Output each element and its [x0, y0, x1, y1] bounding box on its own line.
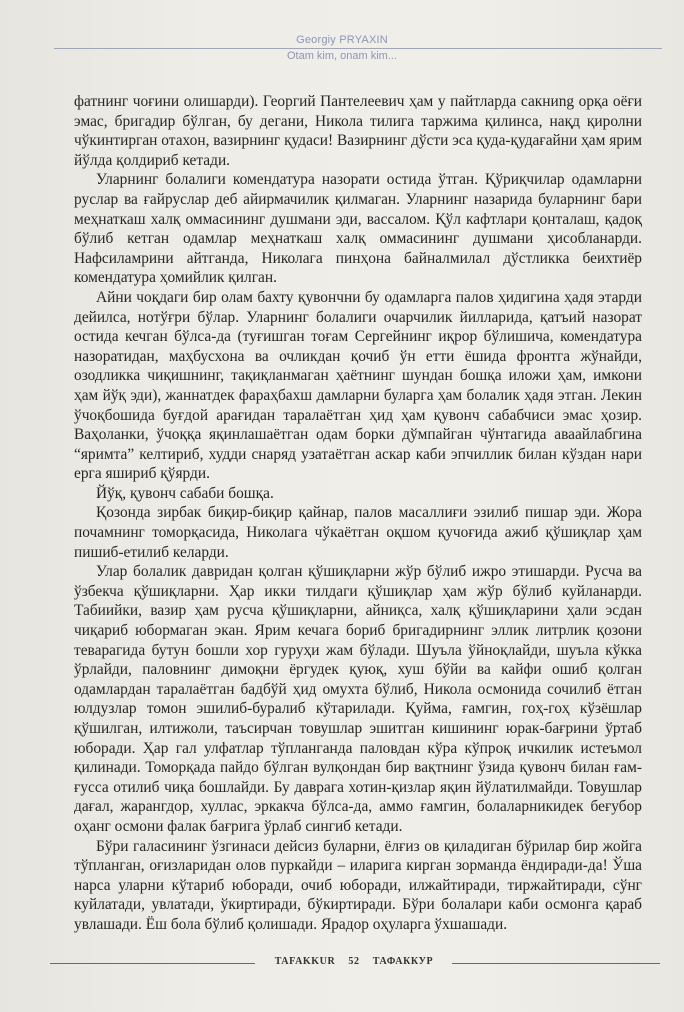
- page-number: 52: [348, 956, 360, 967]
- paragraph: Айни чоқдаги бир олам бахту қувончни бу одамларга палов ҳидигина ҳадя этарди дейилса, нотўғри бўлар. Уларнинг болалиги очарчилик йилларида, қатъий назорат остида кечган бўлса-да (туғишган тоғам Сергейнинг иқрор бўлишича, комендатура назоратидан, маҳбусхона ва очликдан қочиб ўн етти ёшида фронтга жўнайди, озодликка чиқишнинг, тақиқланмаган ҳаётнинг шундан бошқа иложи ҳам, имкони ҳам йўқ эди), жаннатдек фараҳбахш дамларни буларга ҳам болалик ҳадя этган. Лекин ўчоқбошида буғдой арағидан таралаётган ҳид ҳам қувонч сабабчиси эмас ҳозир. Ваҳоланки, ўчоққа яқинлашаётган одам борки дўмпайган чўнтагида аваайлабгина “яримта” келтириб, худди снаряд узатаётган аскар каби эпчиллик билан кўздан нари ерга яшириб қўярди.: [74, 288, 642, 483]
- running-header: [0, 34, 684, 63]
- header-rule: [54, 48, 662, 49]
- page-footer: [0, 956, 684, 970]
- paragraph: Йўқ, қувонч сабаби бошқа.: [96, 484, 274, 502]
- paragraph: Уларнинг болалиги комендатура назорати остида ўтган. Қўриқчилар одамларни руслар ва ғайруслар деб айирмачилик қилмаган. Уларнинг назарида буларнинг бари меҳнаткаш халқ оммасининг душмани эди, вассалом. Қўл кафтлари қонталаш, қадоқ бўлиб кетган одамлар меҳнаткаш халқ оммасининг душмани ҳисобланарди. Нафсиламрини айтганда, Николага пинҳона байналмилал дўстликка беихтиёр комендатура ҳомийлик қилган.: [74, 171, 642, 287]
- header-author: Georgiy PRYAXIN: [296, 34, 388, 46]
- footer-rule-right: [452, 963, 660, 964]
- paragraph: Қозонда зирбак биқир-биқир қайнар, палов масаллиғи эзилиб пишар эди. Жора почамнинг томорқасида, Николага чўкаётган оқшом қучоғида ажиб қўшиқлар ҳам пишиб-етилиб келарди.: [74, 504, 642, 561]
- paragraph: фатнинг чоғини олишарди). Георгий Пантелеевич ҳам у пайтларда сакниng орқа оёғи эмас, бригадир бўлган, бу дегани, Никола тилига таржима қилинса, нақд қиролни чўкинтирган отахон, вазирнинг қудаси! Вазирнинг дўсти эса қуда-қудағайни ҳам ярим йўлда қолдириб кетади.: [74, 93, 642, 169]
- footer-text: [262, 956, 446, 967]
- footer-journal-cyrillic: ТАФАККУР: [372, 956, 434, 967]
- body-text: [74, 92, 642, 935]
- footer-journal-latin: TAFAKKUR: [274, 956, 336, 967]
- footer-rule-left: [50, 963, 255, 964]
- paragraph: Улар болалик давридан қолган қўшиқларни жўр бўлиб ижро этишарди. Русча ва ўзбекча қўшиқларни. Ҳар икки тилдаги қўшиқлар ҳам жўр бўлиб куйланарди. Табиийки, вазир ҳам русча қўшиқларни, айниқса, халқ қўшиқларини ҳали эсдан чиқариб юбормаган экан. Ярим кечага бориб бригадирнинг эллик литрлик қозони теварагида бутун бошли хор гуруҳи жам бўлади. Шуъла ўйноқлайди, шуъла кўкка ўрлайди, паловнинг димоқни ёргудек қуюқ, хуш бўйи ва кайфи ошиб қолган одамлардан таралаётган бадбўй ҳид омухта бўлиб, Никола осмонида сочилиб ётган юлдузлар томон эшилиб-буралиб кўтарилади. Қуйма, ғамгин, гоҳ-гоҳ кўзёшлар қўшилган, илтижоли, таъсирчан товушлар эшитган кишининг юрак-бағрини ўртаб юборади. Ҳар гал улфатлар тўпланганда паловдан кўра кўпроқ ичкилик истеъмол қилинади. Томорқада пайдо бўлган вулқондан бир вақтнинг ўзида қувонч билан ғам-ғусса отилиб чиқа бошлайди. Бу даврага хотин-қизлар яқин йўлатилмайди. Товушлар дағал, жарангдор, хуллас, эркакча бўлса-да, аммо ғамгин, болаларникидек беғубор оҳанг осмони фалак бағрига ўрлаб сингиб кетади.: [74, 563, 642, 835]
- paragraph: Бўри галасининг ўзгинаси дейсиз буларни, ёлғиз ов қиладиган бўрилар бир жойга тўпланган, оғизларидан олов пуркайди – иларига кирган зорманда ёндиради-да! Ўша нарса уларни кўтариб юборади, очиб юборади, илжайтиради, тиржайтиради, сўнг куйлатади, увлатади, ўкиртиради, бўкиртиради. Бўри болалари каби осмонга қараб увлашади. Ёш бола бўлиб қолишади. Ярадор оҳуларга ўхшашади.: [74, 837, 642, 933]
- header-subtitle: Otam kim, onam kim...: [286, 50, 398, 62]
